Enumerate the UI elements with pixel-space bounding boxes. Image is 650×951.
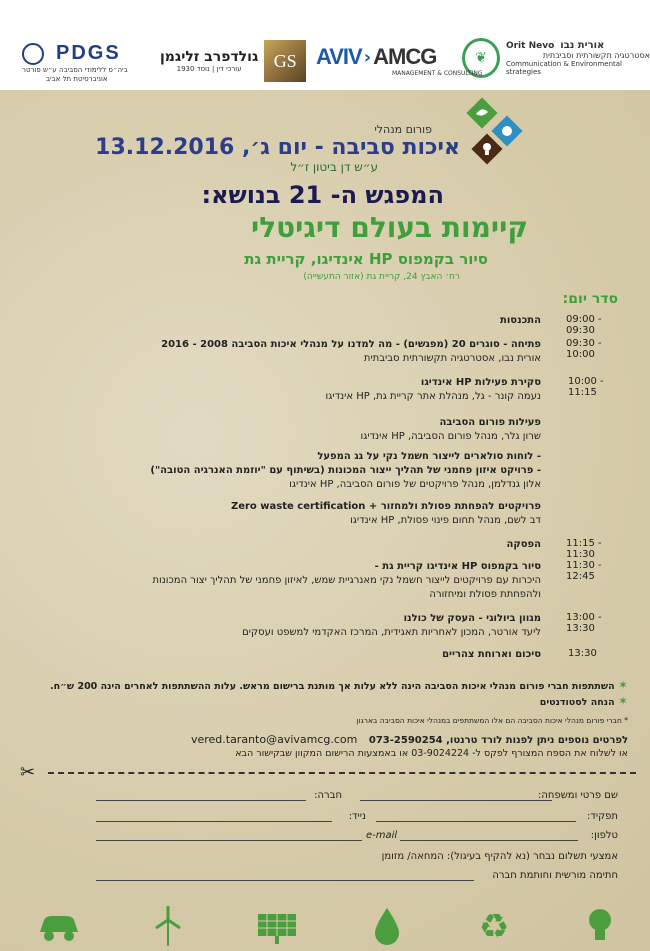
lightbulb-icon xyxy=(585,906,615,946)
form-company-label: חברה: xyxy=(314,790,342,801)
goldfarb-sub: עורכי דין | נוסד 1930 xyxy=(176,65,242,73)
agenda-item-title: סקירת פעילות HP אינדיגו xyxy=(420,377,541,388)
agenda-item-speaker: נעמה קונר - גל, מנהלת אתר קריית גת, HP אינדיגו xyxy=(325,391,541,402)
form-signature-label: חתימה מורשית וחותמת חברה xyxy=(492,870,618,881)
address-line: רח׳ האבץ 24, קריית גת (אזור התעשייה) xyxy=(303,272,460,282)
agenda-item-title: הפסקה xyxy=(506,539,541,550)
agenda-item-desc: היכרות עם פרויקטים לייצור חשמל נקי מאנרגיית שמש, לאיזון פחמני של תהליך יצור המכונות xyxy=(152,575,541,586)
forum-small-label: פורום מנהלי xyxy=(374,123,432,136)
agenda-item-title: סיכום וארוחת צהריים xyxy=(442,649,541,660)
contact-line: לפרטים נוספים ניתן לפנות לורד טרנטו, 073-2590254 xyxy=(368,735,628,746)
form-company-field[interactable] xyxy=(96,800,306,801)
agenda-item-title: פרויקטים להפחתת פסולת ולמחזור + Zero waste certification xyxy=(230,501,541,512)
note-participation: השתתפות חברי פורום מנהלי איכות הסביבה הינה ללא עלות אך מותנת ברישום מראש. עלות ההשתתפות לאחרים הינה 200 ש״ח. xyxy=(50,681,615,692)
agenda-item-desc: ולהפחתת פסולת ומיחזורה xyxy=(429,589,541,600)
agenda-item-title: - לוחות סולארים לייצור חשמל נקי על גג המפעל xyxy=(317,451,541,462)
form-email-label: e-mail xyxy=(366,830,398,841)
agenda-item-speaker: אלון גנדלמן, מנהל פרויקטים של פורום הסביבה, HP אינדיגו xyxy=(289,479,541,490)
ornit-leaf-icon: ❦ xyxy=(462,38,500,78)
logo-bar xyxy=(0,0,650,90)
note-students: הנחה לסטודנטים xyxy=(539,697,615,708)
ornit-tagline-en: Communication & Environmental strategies xyxy=(505,60,622,76)
ornit-tagline-he: אסטרטגיה תקשורתית וסביבתית xyxy=(542,51,650,60)
bulb-icon xyxy=(471,133,502,164)
svg-text:♻: ♻ xyxy=(478,906,509,946)
agenda-time: 11:15 - 11:30 xyxy=(566,538,602,560)
agenda-item-speaker: אורית נבו, אסטרטגיה תקשורתית סביבתית xyxy=(363,353,541,364)
goldfarb-mark: GS xyxy=(264,40,306,82)
star-icon: ✶ xyxy=(617,694,628,708)
agenda-item-title: פעילות פורום הסביבה xyxy=(439,417,541,428)
form-role-label: תפקיד: xyxy=(587,811,618,822)
ornit-logo xyxy=(462,38,650,78)
forum-title: איכות סביבה - יום ג׳, 13.12.2016 xyxy=(95,135,460,160)
porter-line2: אוניברסיטת תל אביב xyxy=(46,75,108,83)
agenda-time: 09:00 - 09:30 xyxy=(566,314,602,336)
porter-logo xyxy=(22,42,128,83)
wind-turbine-icon xyxy=(153,906,183,946)
form-phone-field[interactable] xyxy=(400,840,578,841)
aviv-arrow-icon: › xyxy=(363,46,372,68)
agenda-item-speaker: ליעד אורטר, המכון לאחריות תאגידית, המרכז האקדמי למשפט ועסקים xyxy=(242,627,541,638)
fax-line: או לשלוח את הספח המצורף לפקס ל- 03-9024224 או באמצעות הרישום המקוון שבקישור הבא xyxy=(235,748,628,759)
topic-heading: קיימות בעולם דיגיטלי xyxy=(250,211,528,244)
form-payment: אמצעי תשלום נבחר (נא להקיף בעיגול): המחאה/ מזומן xyxy=(381,851,618,862)
form-role-field[interactable] xyxy=(376,821,576,822)
cut-line xyxy=(48,772,636,774)
solar-panel-icon xyxy=(254,908,300,944)
form-name-field[interactable] xyxy=(360,800,552,801)
agenda-item-speaker: שרון גלר, מנהל פורום הסביבה, HP אינדיגו xyxy=(360,431,541,442)
ornit-name-en: Orit Nevo xyxy=(505,41,555,51)
aviv-text: AVIV xyxy=(316,44,362,69)
goldfarb-logo xyxy=(160,40,306,82)
agenda-title: סדר יום: xyxy=(562,291,618,307)
agenda-time: 13:00 - 13:30 xyxy=(566,612,602,634)
goldfarb-name: גולדפרב זליגמן xyxy=(160,49,259,65)
sun-icon xyxy=(491,115,522,146)
forum-icon-cluster xyxy=(466,96,526,168)
bottom-icon-row xyxy=(0,900,650,951)
amcg-text: AMCG xyxy=(373,44,437,69)
star-icon: ✶ xyxy=(617,678,628,692)
tour-line: סיור בקמפוס HP אינדיגו, קריית גת xyxy=(244,250,488,268)
form-email-field[interactable] xyxy=(96,840,362,841)
form-mobile-label: נייד: xyxy=(348,811,366,822)
meeting-heading: המפגש ה- 21 בנושא: xyxy=(201,181,444,209)
agenda-item-title: התכנסות xyxy=(500,315,541,326)
notes xyxy=(18,678,628,759)
porter-mark: PDGS xyxy=(56,42,121,64)
form-signature-field[interactable] xyxy=(96,880,474,881)
agenda-item-speaker: דב לשם, מנהל תחום פינוי פסולת, HP אינדיגו xyxy=(350,515,541,526)
agenda-item-title: פתיחה - סוגרים 20 (מפגשים) - מה למדנו על מנהלי איכות הסביבה 2008 - 2016 xyxy=(161,339,541,350)
university-seal-icon xyxy=(22,43,44,65)
agenda-time: 11:30 - 12:45 xyxy=(566,560,602,582)
car-icon xyxy=(36,908,82,944)
scissors-icon: ✂ xyxy=(20,762,36,783)
agenda-item-title: מגוון ביולוגי - העסק של כולנו xyxy=(403,613,541,624)
ornit-name-he: אורית נבו xyxy=(560,40,605,51)
agenda-time: 09:30 - 10:00 xyxy=(566,338,602,360)
water-drop-icon xyxy=(371,906,403,946)
agenda-time: 13:30 xyxy=(568,648,597,659)
aviv-logo xyxy=(316,44,483,77)
aviv-tagline: MANAGEMENT & CONSULTING xyxy=(392,70,483,77)
memorial-line: ע״ש דן ביטון ז״ל xyxy=(290,160,378,174)
agenda-time: 10:00 - 11:15 xyxy=(568,376,604,398)
agenda-item-title: סיור בקמפוס HP אינדיגו קריית גת - xyxy=(374,561,541,572)
contact-email[interactable]: vered.taranto@avivamcg.com xyxy=(190,733,358,746)
porter-line1: ביה״ס ללימודי הסביבה ע״ש פורטר xyxy=(22,66,128,74)
recycle-icon xyxy=(474,906,514,946)
leaf-icon xyxy=(466,97,497,128)
form-name-label: שם פרטי ומשפחה: xyxy=(538,790,618,801)
form-phone-label: טלפון: xyxy=(590,830,618,841)
agenda-item-subtitle: - פרויקט איזון פחמני של תהליך ייצור המכונות (בשיתוף עם "יוזמת האנרגיה הטובה") xyxy=(150,465,541,476)
footnote: * חברי פורום מנהלי איכות הסביבה הם אלו המשתתפים במנהלי איכות הסביבה בארגון xyxy=(356,716,628,725)
form-mobile-field[interactable] xyxy=(96,821,332,822)
